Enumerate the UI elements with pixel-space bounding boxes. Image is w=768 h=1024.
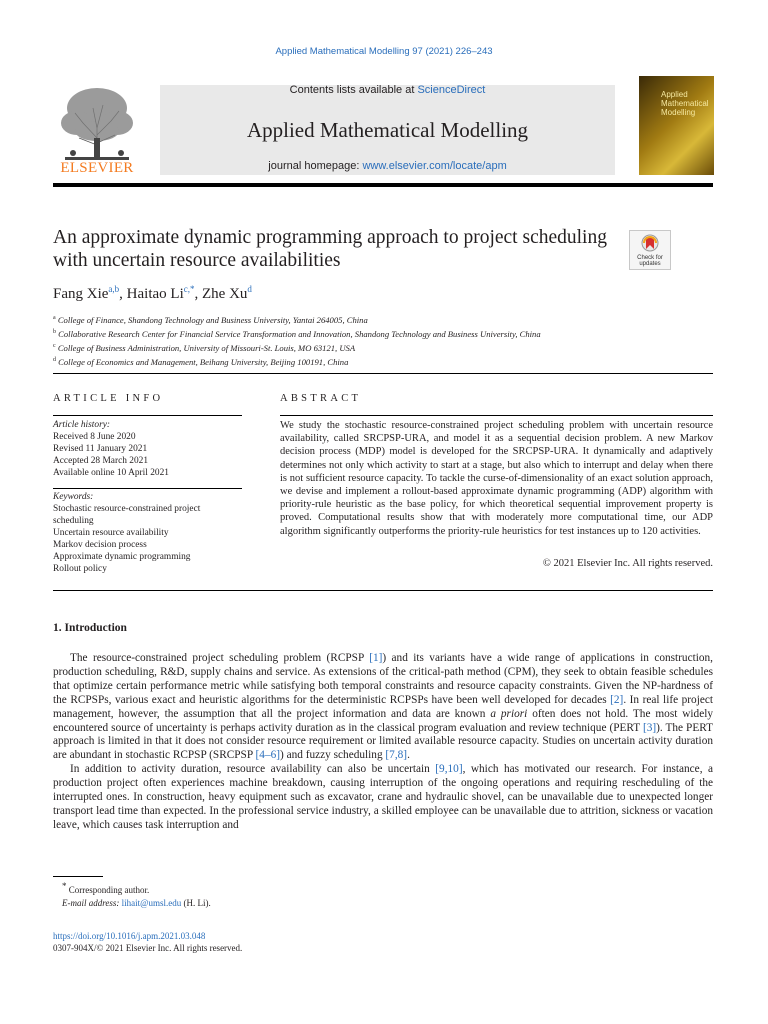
homepage-line: [160, 160, 615, 172]
contents-prefix: Contents lists available at: [289, 84, 418, 96]
abstract-heading: ABSTRACT: [280, 393, 362, 404]
emphasis-text: a priori: [490, 707, 528, 720]
article-history: [53, 419, 243, 479]
keyword-item: Uncertain resource availability: [53, 528, 169, 538]
citation-link[interactable]: [4–6]: [255, 749, 281, 762]
keyword-item: Approximate dynamic programming: [53, 552, 191, 562]
journal-cover-image[interactable]: [639, 76, 714, 175]
check-for-updates-button[interactable]: [629, 230, 671, 270]
introduction-body: [53, 652, 713, 833]
author-affiliation-mark[interactable]: a,b: [108, 284, 120, 294]
issn-copyright: 0307-904X/© 2021 Elsevier Inc. All rights reserved.: [53, 943, 243, 953]
homepage-prefix: journal homepage:: [268, 160, 363, 172]
citation-link[interactable]: [7,8]: [385, 749, 408, 762]
history-label: Article history:: [53, 420, 111, 430]
keyword-item: Rollout policy: [53, 564, 107, 574]
affiliation-item: $^a$ College of Finance, Shandong Technology and Business University, Yantai 264005, China: [53, 314, 368, 325]
contents-line: [160, 84, 615, 96]
crossmark-label: Check for updates: [637, 255, 663, 267]
journal-reference-link[interactable]: Applied Mathematical Modelling 97 (2021) 226–243: [275, 46, 493, 57]
crossmark-icon: [641, 234, 659, 254]
author-list: Fang Xie$^{a,b}$, Haitao $Li^{c,*}$, Zhe Xu$^d$: [53, 284, 252, 302]
doi-block: [53, 930, 242, 954]
paragraph: In addition to activity duration, resource availability can also be uncertain [9,10], which has motivated our research. For instance, a production project often experiences machine breakdown, causing interruption of the ongoing operations and requiring rescheduling of the interrupted ones. In construction, heavy equipment such as excavator, crane and hydraulic shovel, can be unavailable due to unexpected longer transport lead time than expected. In the professional service industry, a skilled employee can be unavailable due to attrition, sickness or vacation leave, which causes task interruption and: [53, 763, 713, 831]
corresponding-author-note: * Corresponding author.: [62, 881, 150, 895]
author-name[interactable]: Zhe Xu: [202, 286, 248, 302]
abstract-text: We study the stochastic resource-constrained project scheduling problem with uncertain resource availability, called SRCPSP-URA, and model it as a sequential decision problem. A new Markov decision process (MDP) model is developed for the SRCPSP-URA. It dynamically and adaptively determines not only which activity to start at a stage, but also which to interrupt and delay when there is not sufficient resource capacity. To tackle the curse-of-dimensionality of an exact solution approach, we devise and implement a rollout-based approximate dynamic programming (ADP) algorithm with priority-rule heuristic as the base policy, for which theoretical sequential improvement property is proved. Computational results show that with moderately more computational time, our ADP algorithm significantly outperforms the priority-rule heuristics for test instances up to 120 activities.: [280, 420, 713, 537]
abstract-divider: [280, 415, 713, 416]
history-received: Received 8 June 2020: [53, 432, 136, 442]
paragraph: The resource-constrained project scheduling problem (RCPSP [1]) and its variants have a wide range of applications in construction, production scheduling, R&D, supply chains and service. As extensions of the critical-path method (CPM), they seek to obtain feasible schedules that optimize certain performance metric while satisfying both temporal constraints and resource capacity constraints. Given the NP-hardness of the RCPSPs, various exact and heuristic algorithms for the deterministic RCPSPs have been well developed for decades [2]. In real life project management, however, the assumption that all the project information and data are known a priori often does not hold. The most widely encountered source of uncertainty is perhaps activity duration as in the classical program evaluation and review technique (PERT [3]). The PERT approach is limited in that it does not consider resource requirement or limited available resource capacity. Studies on uncertain activity duration are abundant in stochastic RCPSP (SRCPSP [4–6]) and fuzzy scheduling [7,8].: [53, 652, 714, 762]
cover-title: Applied Mathematical Modelling: [661, 90, 709, 117]
copyright-notice: © 2021 Elsevier Inc. All rights reserved.: [542, 558, 713, 569]
info-divider: [53, 488, 242, 489]
article-title: An approximate dynamic programming approach to project scheduling with uncertain resource availabilities: [53, 227, 607, 271]
homepage-link[interactable]: www.elsevier.com/locate/apm: [362, 160, 507, 172]
citation-link[interactable]: [1]: [369, 652, 383, 664]
history-online: Available online 10 April 2021: [53, 468, 169, 478]
section-divider: [53, 590, 713, 591]
article-info-heading: ARTICLE INFO: [53, 393, 164, 404]
sciencedirect-link[interactable]: ScienceDirect: [417, 84, 486, 96]
author-name[interactable]: Fang Xie: [53, 286, 109, 302]
keyword-item: Stochastic resource-constrained project scheduling: [53, 504, 201, 526]
author-affiliation-mark[interactable]: d: [247, 284, 252, 294]
email-link[interactable]: lihait@umsl.edu: [121, 897, 182, 908]
footnotes: [62, 880, 211, 909]
header-divider: [53, 183, 713, 187]
keyword-item: Markov decision process: [53, 540, 147, 550]
footnote-divider: [53, 876, 103, 877]
author-name[interactable]: Haitao Li: [126, 286, 184, 302]
citation-link[interactable]: [3]: [642, 721, 657, 734]
doi-link[interactable]: https://doi.org/10.1016/j.apm.2021.03.048: [53, 931, 206, 941]
history-accepted: Accepted 28 March 2021: [53, 456, 149, 466]
elsevier-wordmark: ELSEVIER: [60, 160, 134, 176]
citation-link[interactable]: [2]: [610, 693, 624, 706]
history-revised: Revised 11 January 2021: [53, 444, 148, 454]
email-note: E-mail address: lihait@umsl.edu (H. Li).: [62, 897, 211, 908]
author-affiliation-mark[interactable]: c,*: [183, 284, 195, 294]
affiliation-item: $^b$ Collaborative Research Center for Financial Service Transformation and Innovation, Shandong Technology and Business University, China: [53, 329, 541, 340]
keywords: [53, 491, 243, 575]
journal-title[interactable]: Applied Mathematical Modelling: [246, 118, 529, 142]
affiliation-item: $^c$ College of Business Administration, University of Missouri-St. Louis, MO 63121, USA: [53, 343, 356, 354]
keywords-label: Keywords:: [53, 492, 94, 502]
citation-link[interactable]: [9,10]: [435, 763, 463, 776]
info-divider: [53, 415, 242, 416]
introduction-heading: 1. Introduction: [53, 622, 127, 634]
affiliations: [53, 312, 541, 369]
section-divider: [53, 373, 713, 374]
affiliation-item: $^d$ College of Economics and Management, Beihang University, Beijing 100191, China: [53, 357, 349, 368]
